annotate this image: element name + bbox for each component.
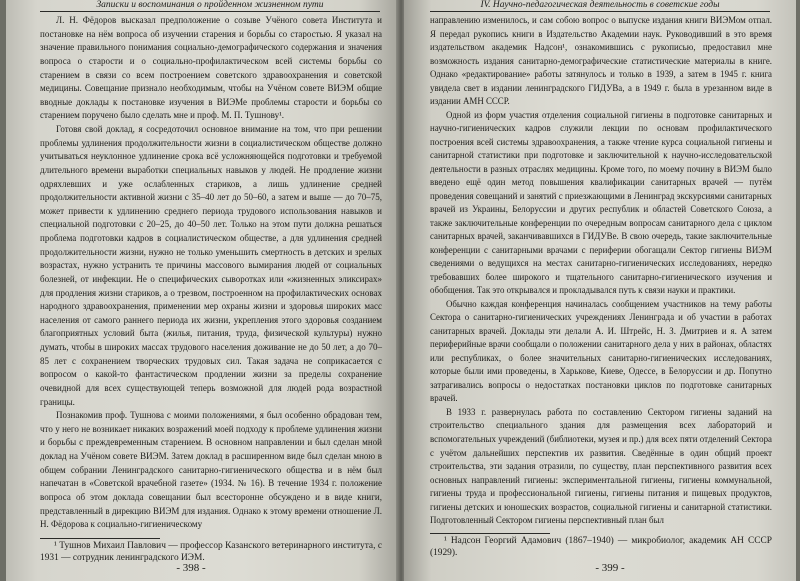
left-footnote-rule <box>40 538 160 539</box>
left-footnote-text: ¹ Тушнов Михаил Павлович — профессор Казанского ветеринарного института, с 1931 — сотрудник ленинградского ИЭМ. <box>40 541 382 564</box>
right-footnote <box>430 535 772 560</box>
right-paragraph-4: В 1933 г. развернулась работа по составлению Сектором гигиены заданий на строительство специального здания для размещения всех лабораторий и вспомогательных учреждений (библиотеки, музея и пр.) для всех пяти отделений Сектора с учётом дальнейших перспектив их развития. Сведённые в один общий проект строительства, эти задания отразили, по существу, план перспективного развития всех основных направлений гигиены: экспериментальной гигиены, гигиены коммунальной, гигиены труда и профессиональной гигиены, гигиены питания и пищевых продуктов, гигиены детских и юношеских возрастов, социальной гигиены и санитарной статистики. Подготовленный Сектором гигиены перспективный план был <box>430 406 772 526</box>
right-running-head: IV. Научно-педагогическая деятельность в советские годы <box>430 0 770 12</box>
right-footnote-rule <box>430 533 550 534</box>
left-page-number: - 398 - <box>176 562 206 574</box>
right-paragraph-2: Одной из форм участия отделения социальной гигиены в подготовке санитарных и научно-гигиенических кадров служили лекции по основам профилактического построения всей системы здравоохранения, а также чтение курса социальной гигиены и санитарной статистики при подготовке и заключительной к научно-исследовательской деятельности в разных отраслях медицины. Кроме того, по моему почину в ВИЭМ было введено ещё один метод повышения квалификации санитарных врачей — путём проведения совещаний и занятий с приезжающими в Ленинград экскурсиями санитарных врачей из Украины, Белоруссии и других республик и областей Советского Союза, а также заключительные конференции по очередным вопросам санитарного дела с циклом санитарных врачей, заканчивавшихся в ГИДУВе. В свою очередь, такие заключительные конференции с санитарными врачами с периферии обогащали Сектор гигиены ВИЭМ сведениями о ведущихся на местах санитарно-гигиенических исследованиях, нередко требовавших более широкого и тщательного санитарно-гигиенического изучения и обобщения. Так это открывался и прокладывался путь к связи науки и практики. <box>430 109 772 296</box>
right-page-edge <box>796 0 800 581</box>
left-page <box>6 0 398 581</box>
left-running-head: Записки и воспоминания о пройденном жизненном пути <box>40 0 380 12</box>
left-paragraph-3: Познакомив проф. Тушнова с моими положениями, я был особенно обрадован тем, что у него не возникает никаких возражений моей подходу к проблеме удлинения жизни и борьбы с преждевременным старением. В основном направлении и был сделан мной доклад на Учёном совете ВИЭМ. Затем доклад в расширенном виде был сделан мною в общем собрании Ленинградского санитарно-гигиенического общества и в нём был напечатан в «Советской врачебной газете» (1934. № 16). В течение 1934 г. положение вопроса об этом доклада совещании был всесторонне обсуждено и в виде книги, представленный в дирекцию ВИЭМ для издания. Однако к этому времени отношение Л. Н. Фёдорова к социально-гигиеническому <box>40 410 382 530</box>
right-footnote-text: ¹ Надсон Георгий Адамович (1867–1940) — микробиолог, академик АН СССР (1929). <box>430 536 772 559</box>
right-paragraph-1: направлению изменилось, и сам собою вопрос о выпуске издания книги ВИЭМом отпал. Я передал рукопись книги в Издательство Академии наук. Руководивший в это время издательством академик Надсон¹, ознакомившись с рукописью, предоставил мне возможность издания санитарно-демографические статистические материалы в книге. Однако «редактирование» работы затянулось и только в 1939, а затем в 1945 г. книга увидела свет в издании ленинградского ГИДУВа, а в 1949 г. была в урезанном виде в издании АМН СССР. <box>430 15 772 107</box>
left-paragraph-1: Л. Н. Фёдоров высказал предположение о созыве Учёного совета Института и постановке на нём вопроса об изучении старения и борьбы со старостью. Я указал на значение правильного понимания социально-демографического содержания и значения вопроса о старости и о социально-профилактическом всей системы борьбы со старением в связи со всем построением советского здравоохранения и советской медицины. Совещание признало необходимым, чтобы на Учёном совете ВИЭМ общие вводные доклады к постановке изучения в ВИЭМе проблемы старости и борьбы со старением поручено было сделать мне и проф. М. П. Тушнову¹. <box>40 15 382 121</box>
left-paragraph-2: Готовя свой доклад, я сосредоточил основное внимание на том, что при решении проблемы удлинения продолжительности жизни в социалистическом обществе должно учитываться неуклонное удлинение срока всё усложняющейся подготовки и требуемой длительного времени выработки специальных навыков у людей. Не продление жизни одряхлевших и уже ослабленных стариков, а лишь удлинение средней продолжительности активной жизни с 35–40 лет до 50–60, а затем и выше — до 70–75, может привести к удлинению среднего периода трудового использования навыков и специальной подготовки с 20–25, до 40–50 лет. Только на этом пути должна решаться проблема подготовки кадров в социалистическом обществе, а для удлинения средней продолжительности жизни, нужно не только уменьшить смертность в детских и зрелых возрастах, нужно устранить те причины массового вымирания людей от социальных болезней, от инфекции. Не о специфических сыворотках или «жизненных эликсирах» для продления жизни стариков, а о трезвом, построенном на профилактических основах народного здравоохранения, применении мер охраны жизни и здоровья широких масс населения от самого раннего периода их жизни, укрепления этого здоровья созданием благоприятных условий быта (жилья, питания, труда, физической культуры) нужно думать, чтобы в широких массах трудового населения доживание не до 50 лет, а до 70–85 лет с сохранением творческих трудовых сил. Такая задача не соприкасается с вопросом о какой-то фантастическом продлении жизни за пределы сохранение очевидной для всех существующей теперь возможной для людей рода возрастной границы. <box>40 124 382 407</box>
right-page <box>404 0 796 581</box>
right-body-text <box>430 14 772 528</box>
right-page-number: - 399 - <box>595 562 625 574</box>
right-paragraph-3: Обычно каждая конференция начиналась сообщением участников на тему работы Сектора о санитарно-гигиенических учреждениях Ленинграда и об участии в работах санитарных врачей. Доклады эти делали А. И. Штрейс, Н. З. Дмитриев и я. А затем периферийные врачи сообщали о положении санитарного дела у них в районах, областях или республиках, о более значительных санитарно-гигиенических исследованиях, которые были ими проведены, в Харькове, Киеве, Одессе, в Белоруссии и др. Попутно затрагивались вопросы о недостатках постановки циклов по подготовке санитарных врачей. <box>430 298 772 404</box>
left-body-text <box>40 14 382 532</box>
